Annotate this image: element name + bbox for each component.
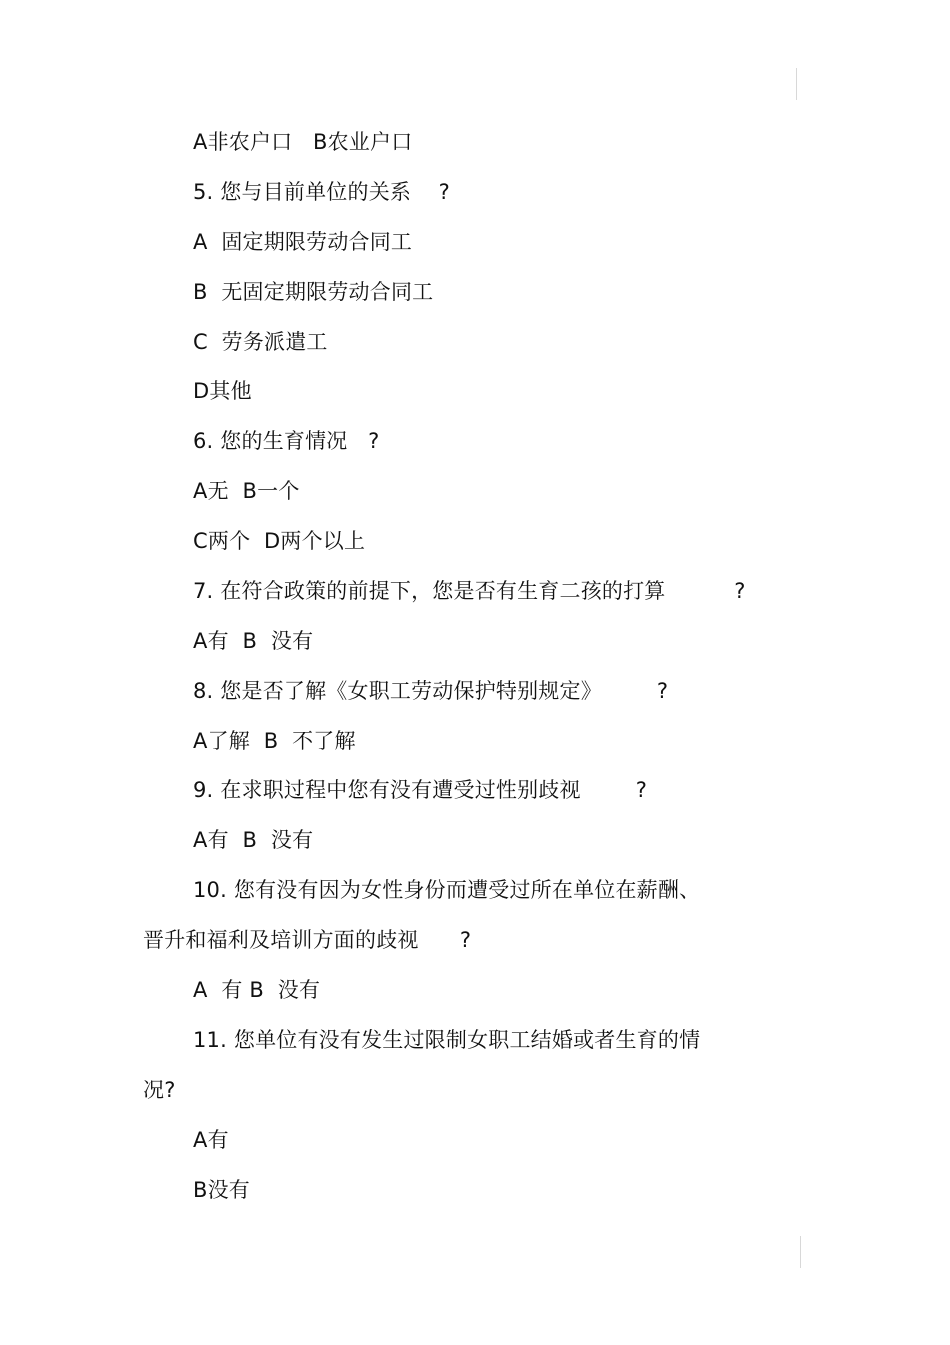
question-11-line-1: 11. 您单位有没有发生过限制女职工结婚或者生育的情 <box>193 1028 701 1052</box>
question-10-line-1: 10. 您有没有因为女性身份而遭受过所在单位在薪酬、 <box>193 878 701 902</box>
answer-7: A有 B 没有 <box>193 629 314 653</box>
answer-10: A 有 B 没有 <box>193 978 321 1002</box>
answer-6ab: A无 B一个 <box>193 479 300 503</box>
answer-line-q4: A非农户口 B农业户口 <box>193 130 413 154</box>
question-10-line-2: 晋升和福利及培训方面的歧视 ? <box>143 928 472 952</box>
question-6: 6. 您的生育情况 ? <box>193 429 380 453</box>
answer-5d: D其他 <box>193 379 252 403</box>
answer-5b: B 无固定期限劳动合同工 <box>193 280 434 304</box>
answer-5a: A 固定期限劳动合同工 <box>193 230 413 254</box>
question-8: 8. 您是否了解《女职工劳动保护特别规定》 ? <box>193 679 669 703</box>
page-edge-mark-bottom <box>800 1236 801 1268</box>
answer-8: A了解 B 不了解 <box>193 729 356 753</box>
answer-11a: A有 <box>193 1128 229 1152</box>
answer-11b: B没有 <box>193 1178 251 1202</box>
page-edge-mark-top <box>796 68 797 100</box>
question-7: 7. 在符合政策的前提下，您是否有生育二孩的打算 ? <box>193 579 746 603</box>
answer-9: A有 B 没有 <box>193 828 314 852</box>
question-5: 5. 您与目前单位的关系 ? <box>193 180 450 204</box>
question-9: 9. 在求职过程中您有没有遭受过性别歧视 ? <box>193 778 648 802</box>
answer-6cd: C两个 D两个以上 <box>193 529 366 553</box>
answer-5c: C 劳务派遣工 <box>193 330 328 354</box>
question-11-line-2: 况? <box>143 1078 176 1102</box>
